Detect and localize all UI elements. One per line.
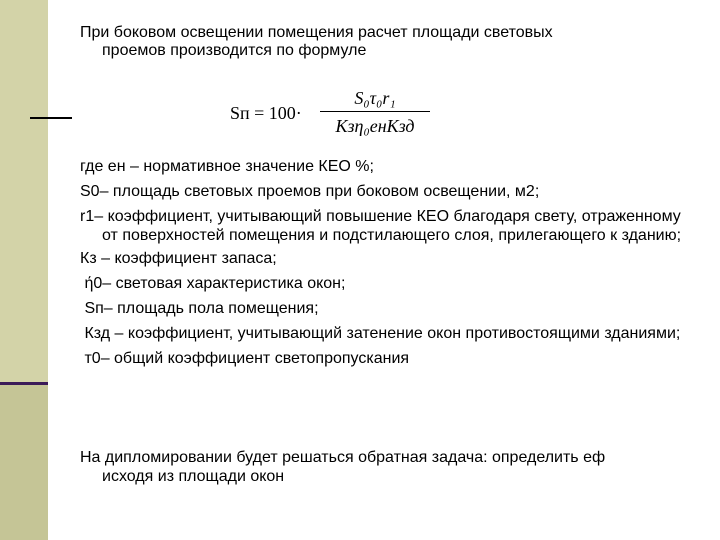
definition-text: – площадь световых проемов при боковом освещении, м2;	[99, 183, 540, 200]
definition-symbol: r1	[80, 208, 95, 225]
formula-fraction	[320, 86, 430, 139]
sidebar-divider	[0, 382, 48, 385]
footer-line-1: На дипломировании будет решаться обратная задача: определить еф	[80, 449, 606, 466]
intro-line-1: При боковом освещении помещения расчет площади световых	[80, 24, 553, 41]
formula	[230, 86, 450, 142]
definition-item	[80, 274, 700, 293]
definition-text: – коэффициент запаса;	[101, 250, 277, 267]
definition-text: – световая характеристика окон;	[102, 275, 346, 292]
definition-text: – общий коэффициент светопропускания	[100, 350, 410, 367]
definition-text: – коэффициент, учитывающий повышение КЕО благодаря свету, отраженному от поверхностей помещения и подстилающего слоя, прилегающего к зданию;	[94, 208, 682, 244]
intro-line-2: проемов производится по формуле	[102, 42, 367, 59]
footer-text	[80, 448, 700, 486]
definition-item	[80, 299, 700, 318]
formula-denominator: Kзη₀eнKзд	[335, 116, 415, 136]
sidebar-lower	[0, 384, 48, 540]
definition-symbol: т0	[84, 350, 101, 367]
footer-paragraph	[80, 448, 700, 486]
definition-text: – нормативное значение КЕО %;	[129, 158, 374, 175]
formula-lhs: Sп = 100·	[230, 103, 302, 123]
definition-symbol: Кз	[80, 250, 97, 267]
intro-paragraph	[80, 24, 700, 60]
definition-item	[80, 207, 700, 245]
definition-text: – коэффициент, учитывающий затенение окон противостоящими зданиями;	[114, 325, 681, 342]
formula-numerator: S₀τ₀r₁	[354, 88, 396, 108]
definition-item	[80, 349, 700, 368]
definition-symbol: где eн	[80, 158, 126, 175]
definition-symbol: Sп	[84, 300, 104, 317]
definition-item	[80, 182, 700, 201]
definition-symbol: S0	[80, 183, 100, 200]
definition-text: – площадь пола помещения;	[103, 300, 319, 317]
header-rule	[30, 117, 72, 119]
intro-text	[80, 24, 700, 60]
definition-symbol: ή0	[84, 275, 103, 292]
fraction-bar	[320, 111, 430, 112]
definitions-list	[80, 157, 700, 374]
definition-item	[80, 249, 700, 268]
definition-symbol: Кзд	[84, 325, 111, 342]
definition-item	[80, 324, 700, 343]
definition-item	[80, 157, 700, 176]
footer-line-2: исходя из площади окон	[102, 468, 285, 485]
